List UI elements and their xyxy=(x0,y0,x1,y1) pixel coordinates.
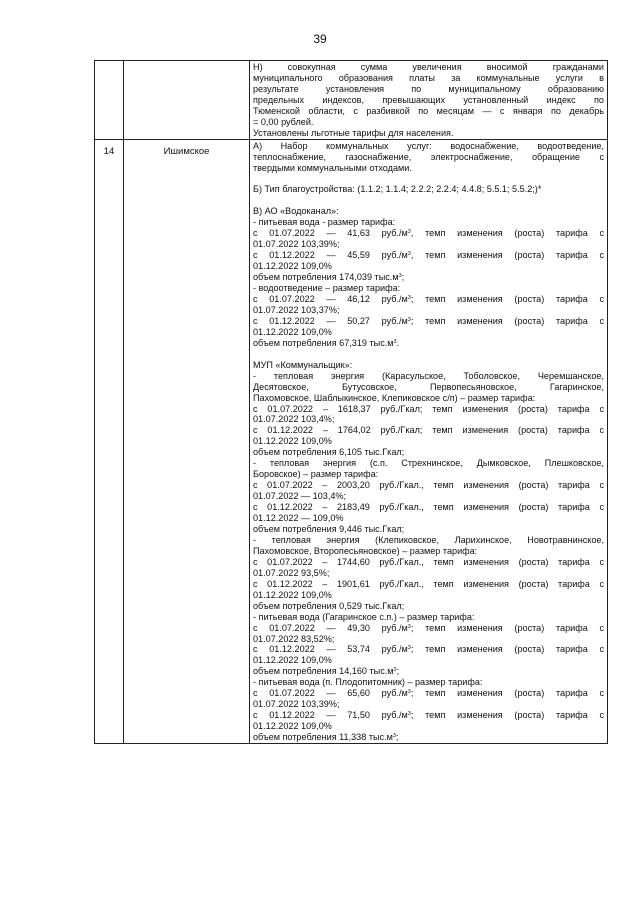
table-row-previous xyxy=(95,61,608,140)
text-line: предельных индексов, превышающих установленный индекс по xyxy=(253,94,604,105)
text-line: с 01.07.2022 — 49,30 $руб./м^3$; темп изменения (роста) тарифа с xyxy=(253,622,604,633)
page-number: 39 xyxy=(313,32,327,46)
text-line: с 01.07.2022 – 2003,20 руб./Гкал., темп изменения (роста) тарифа с xyxy=(253,480,604,491)
text-line: = 0,00 рублей. xyxy=(253,116,314,127)
text-line: с 01.07.2022 — 41,63 $руб./м^3$, темп изменения (роста) тарифа с xyxy=(253,228,604,239)
text-line xyxy=(253,174,604,185)
text-line: с 01.12.2022 – 2183,49 руб./Гкал., темп изменения (роста) тарифа с xyxy=(253,502,604,513)
row-number-cell xyxy=(95,61,124,140)
description-cell xyxy=(250,139,608,743)
text-line: - тепловая энергия (Карасульское, Тоболовское, Черемшанское, xyxy=(253,370,604,381)
text-line: 01.07.2022 103,4%; xyxy=(253,414,335,425)
text-line: с 01.07.2022 – 1744,60 руб./Гкал., темп изменения (роста) тарифа с xyxy=(253,556,604,567)
text-line: 01.07.2022 103,39%; xyxy=(253,699,340,710)
text-line: 01.12.2022 109,0% xyxy=(253,589,332,600)
text-line: - водоотведение – размер тарифа: xyxy=(253,283,401,294)
previous-row-text xyxy=(250,61,607,139)
text-line: 01.07.2022 103,39%; xyxy=(253,239,340,250)
text-line: 01.12.2022 — 109,0% xyxy=(253,513,344,524)
text-line: объем потребления 67,319 $тыс.м^3$. xyxy=(253,337,400,348)
text-line: с 01.07.2022 — 65,60 $руб./м^3$; темп изменения (роста) тарифа с xyxy=(253,688,604,699)
text-line: объем потребления 14,160 $тыс.м^3$; xyxy=(253,666,400,677)
text-line: с 01.12.2022 – 1764,02 руб./Гкал; темп изменения (роста) тарифа с xyxy=(253,425,604,436)
municipality-name-cell xyxy=(124,61,250,140)
text-line: результате установления по муниципальному образованию xyxy=(253,83,604,94)
text-line: с 01.12.2022 – 1901,61 руб./Гкал., темп изменения (роста) тарифа с xyxy=(253,578,604,589)
text-line: объем потребления 0,529 тыс.Гкал; xyxy=(253,600,405,611)
text-line: - тепловая энергия (Клепиковское, Ларихинское, Новотравнинское, xyxy=(253,534,604,545)
text-line: - питьевая вода - размер тарифа: xyxy=(253,217,396,228)
text-line: 01.07.2022 93,5%; xyxy=(253,567,330,578)
text-line: 01.07.2022 — 103,4%; xyxy=(253,491,347,502)
text-line: - питьевая вода (Гагаринское с.п.) – размер тарифа: xyxy=(253,611,475,622)
text-line: 01.12.2022 109,0% xyxy=(253,721,332,732)
text-line: объем потребления 9,446 тыс.Гкал; xyxy=(253,523,405,534)
text-line: - тепловая энергия (с.п. Стрехнинское, Дымковское, Плешковское, xyxy=(253,458,604,469)
text-line: - питьевая вода (п. Плодопитомник) – размер тарифа: xyxy=(253,677,483,688)
text-line: Тюменской области, с разбивкой по месяцам — с января по декабрь xyxy=(253,105,604,116)
text-line: с 01.12.2022 — 45,59 $руб./м^3$, темп изменения (роста) тарифа с xyxy=(253,250,604,261)
municipality-name: Ишимское xyxy=(163,145,210,157)
description-cell xyxy=(250,61,608,140)
text-line: 01.07.2022 103,37%; xyxy=(253,304,340,315)
text-line xyxy=(253,195,604,206)
text-line: Десятовское, Бутусовское, Первопесьяновское, Гагаринское, xyxy=(253,381,604,392)
text-line: с 01.07.2022 — 46,12 $руб./м^3$; темп изменения (роста) тарифа с xyxy=(253,293,604,304)
text-line: с 01.12.2022 — 50,27 $руб./м^3$; темп изменения (роста) тарифа с xyxy=(253,315,604,326)
text-line: с 01.12.2022 — 53,74 $руб./м^3$; темп изменения (роста) тарифа с xyxy=(253,644,604,655)
municipality-description-text xyxy=(250,140,607,743)
text-line: с 01.12.2022 — 71,50 $руб./м^3$; темп изменения (роста) тарифа с xyxy=(253,710,604,721)
text-line: с 01.07.2022 – 1618,37 руб./Гкал; темп изменения (роста) тарифа с xyxy=(253,403,604,414)
text-line: Н) совокупная сумма увеличения вносимой гражданами xyxy=(253,62,604,72)
row-number-cell xyxy=(95,139,124,743)
text-line: твердыми коммунальными отходами. xyxy=(253,162,412,173)
row-number: 14 xyxy=(103,145,115,157)
text-line xyxy=(253,349,604,360)
text-line: МУП «Коммунальщик»: xyxy=(253,359,353,370)
text-line: Б) Тип благоустройства: (1.1.2; 1.1.4; 2.2.2; 2.2.4; 4.4.8; 5.5.1; 5.5.2;)* xyxy=(253,184,542,195)
text-line: 01.12.2022 109,0% xyxy=(253,261,332,272)
text-line: 01.12.2022 109,0% xyxy=(253,655,332,666)
text-line: 01.07.2022 83,52%; xyxy=(253,633,335,644)
table-row-ishimskoe xyxy=(95,139,608,743)
text-line: Пахомовское, Второпесьяновское) – размер тарифа: xyxy=(253,545,478,556)
text-line: муниципального образования платы за коммунальные услуги в xyxy=(253,72,604,83)
text-line: объем потребления 6,105 тыс.Гкал; xyxy=(253,447,405,458)
text-line: Боровское) – размер тарифа: xyxy=(253,469,379,480)
text-line: Установлены льготные тарифы для населения. xyxy=(253,127,454,138)
municipality-name-cell xyxy=(124,139,250,743)
text-line: теплоснабжение, газоснабжение, электроснабжение, обращение с xyxy=(253,151,604,162)
text-line: Пахомовское, Шаблыкинское, Клепиковское с/п) – размер тарифа: xyxy=(253,392,536,403)
text-line: В) АО «Водоканал»: xyxy=(253,206,339,217)
text-line: 01.12.2022 109,0% xyxy=(253,326,332,337)
tariff-table xyxy=(94,60,608,744)
text-line: объем потребления 174,039 $тыс.м^3$; xyxy=(253,272,405,283)
text-line: А) Набор коммунальных услуг: водоснабжение, водоотведение, xyxy=(253,140,604,151)
text-line: 01.12.2022 109,0% xyxy=(253,436,332,447)
text-line: объем потребления 11,338 $тыс.м^3$; xyxy=(253,732,399,743)
